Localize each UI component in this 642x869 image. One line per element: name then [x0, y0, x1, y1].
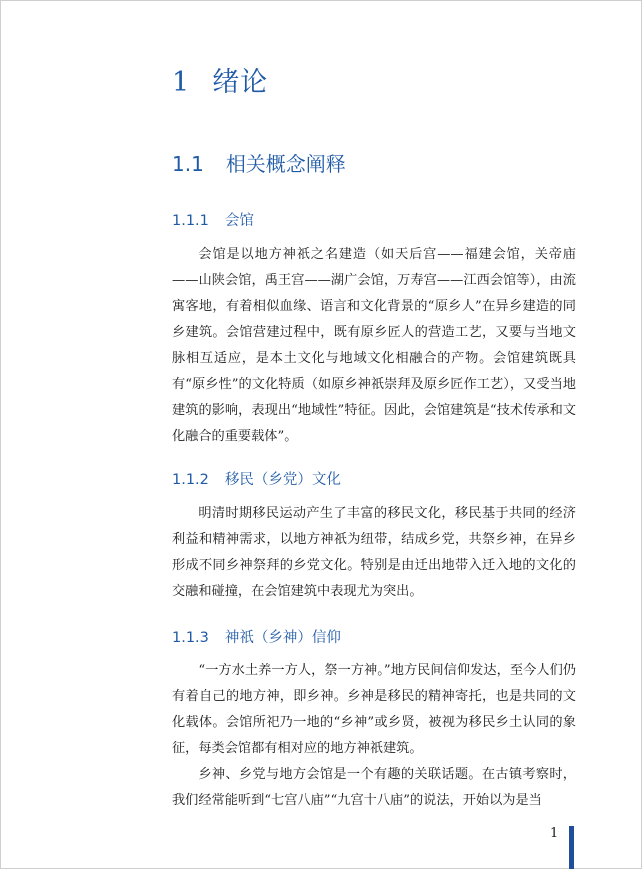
chapter-title — [172, 60, 268, 99]
section-heading — [172, 148, 346, 177]
subsection-title: 移民（乡党）文化 — [224, 472, 341, 488]
page-marker-bar — [569, 826, 574, 869]
subsection-title: 神祇（乡神）信仰 — [224, 630, 341, 646]
page-number: 1 — [550, 826, 559, 841]
paragraph: 乡神、乡党与地方会馆是一个有趣的关联话题。在古镇考察时，我们经常能听到“七宫八庙”“九宫十八庙”的说法，开始以为是当 — [172, 767, 576, 808]
chapter-number: 1 — [172, 67, 191, 98]
subsection-heading-huiguan — [172, 209, 254, 230]
subsection-heading-deity-belief — [172, 626, 341, 647]
section-title-text: 相关概念阐释 — [225, 152, 346, 176]
subsection-number: 1.1.2 — [172, 472, 209, 488]
paragraph: 会馆是以地方神祇之名建造（如天后宫——福建会馆，关帝庙——山陕会馆，禹王宫——湖广会馆，万寿宫——江西会馆等），由流寓客地，有着相似血缘、语言和文化背景的“原乡人”在异乡建造的同乡建筑。会馆营建过程中，既有原乡匠人的营造工艺，又要与当地文脉相互适应，是本土文化与地域文化相融合的产物。会馆建筑既具有“原乡性”的文化特质（如原乡神祇崇拜及原乡匠作工艺），又受当地建筑的影响，表现出“地域性”特征。因此，会馆建筑是“技术传承和文化融合的重要载体”。 — [172, 247, 576, 444]
subsection-number: 1.1.1 — [172, 213, 209, 229]
paragraph: 明清时期移民运动产生了丰富的移民文化，移民基于共同的经济利益和精神需求，以地方神祇为纽带，结成乡党，共祭乡神，在异乡形成不同乡神祭拜的乡党文化。特别是由迁出地带入迁入地的文化的交融和碰撞，在会馆建筑中表现尤为突出。 — [172, 506, 576, 599]
chapter-title-text: 绪论 — [212, 67, 269, 98]
subsection-title: 会馆 — [224, 213, 254, 229]
subsection-number: 1.1.3 — [172, 630, 209, 646]
section-number: 1.1 — [172, 152, 204, 176]
subsection-heading-migrant-culture — [172, 468, 341, 489]
paragraph: “一方水土养一方人，祭一方神。”地方民间信仰发达，至今人们仍有着自己的地方神，即乡神。乡神是移民的精神寄托，也是共同的文化载体。会馆所祀乃一地的“乡神”或乡贤，被视为移民乡土认同的象征，每类会馆都有相对应的地方神祇建筑。 — [172, 663, 576, 756]
